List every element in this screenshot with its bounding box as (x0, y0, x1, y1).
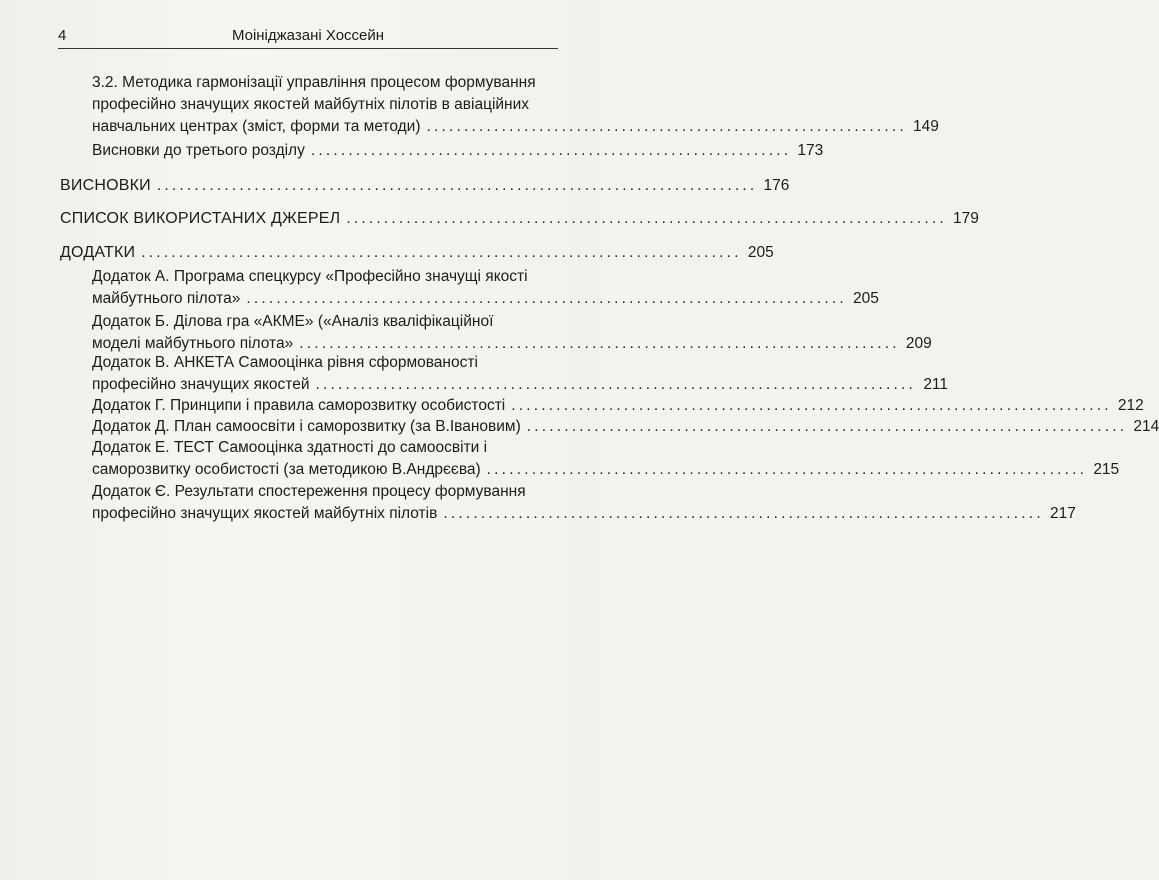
toc-page-number: 149 (913, 118, 939, 135)
toc-entry-text: професійно значущих якостей майбутніх пілотів (92, 505, 438, 522)
toc-entry-text: професійно значущих якостей (92, 376, 310, 393)
running-header (58, 24, 558, 49)
toc-page-number: 214 (1133, 418, 1159, 435)
leader-dots: ................................................................ (310, 142, 792, 159)
toc-entry-text: майбутнього пілота» (92, 290, 241, 307)
toc-page-number: 211 (923, 376, 949, 393)
header-author: Моініджазані Хоссейн (231, 27, 385, 44)
toc-entry-text: Додаток Є. Результати спостереження процесу формування (92, 483, 526, 500)
leader-dots: ................................................................ (426, 118, 907, 135)
toc-entry-appendix-g[interactable] (92, 395, 1144, 417)
toc-entry-text: моделі майбутнього пілота» (92, 335, 294, 352)
toc-page-number: 217 (1049, 505, 1076, 522)
leader-dots: ................................................................................ (141, 244, 742, 261)
leader-dots: ................................................................................ (246, 290, 847, 307)
leader-dots: ................................................................................ (315, 376, 917, 393)
toc-entry-appendices[interactable] (60, 242, 774, 264)
leader-dots: ................................................................................ (443, 505, 1044, 522)
leader-dots: ................................................................................ (486, 461, 1088, 478)
toc-entry-text: Висновки до третього розділу (92, 142, 305, 159)
toc-entry-conclusions[interactable] (60, 175, 790, 197)
toc-entry-text: навчальних центрах (зміст, форми та методи) (92, 118, 421, 135)
leader-dots: ................................................................................ (299, 335, 900, 352)
toc-page-number: 209 (905, 335, 932, 352)
toc-entry-text: 3.2. Методика гармонізації управління процесом формування (92, 74, 536, 91)
leader-dots: ................................................................................ (511, 397, 1112, 414)
toc-entry-text: Додаток В. АНКЕТА Самооцінка рівня сформованості (92, 354, 478, 371)
toc-entry-appendix-d[interactable] (92, 416, 1159, 438)
toc-page-number: 179 (952, 210, 979, 227)
toc-entry-appendix-ye[interactable] (92, 481, 1076, 525)
toc-entry-appendix-v[interactable] (92, 352, 949, 396)
toc-entry-text: ДОДАТКИ (60, 244, 136, 261)
toc-entry-text: Додаток Д. План самоосвіти і саморозвитку (за В.Івановим) (92, 418, 521, 435)
toc-page-number: 205 (747, 244, 774, 261)
leader-dots: ................................................................................ (346, 210, 947, 227)
toc-entry-text: СПИСОК ВИКОРИСТАНИХ ДЖЕРЕЛ (60, 210, 341, 227)
toc-entry-appendix-b[interactable] (92, 311, 932, 355)
toc-page-number: 215 (1093, 461, 1120, 478)
toc-entry-text: Додаток Б. Ділова гра «АКМЕ» («Аналіз кваліфікаційної (92, 313, 494, 330)
toc-entry-text: професійно значущих якостей майбутніх пілотів в авіаційних (92, 96, 530, 113)
toc-entry-references[interactable] (60, 208, 979, 230)
leader-dots: ................................................................................ (526, 418, 1128, 435)
toc-entry-3-2[interactable] (92, 72, 939, 138)
toc-entry-text: Додаток Е. ТЕСТ Самооцінка здатності до самоосвіти і (92, 439, 488, 456)
toc-page-number: 212 (1117, 397, 1144, 414)
toc-page-number: 173 (797, 142, 824, 159)
toc-entry-text: саморозвитку особистості (за методикою В.Андрєєва) (92, 461, 481, 478)
leader-dots: ................................................................................ (156, 177, 758, 194)
toc-page-number: 176 (763, 177, 790, 194)
toc-entry-chapter-3-conclusions[interactable] (92, 140, 824, 162)
toc-entry-text: Додаток Г. Принципи і правила саморозвитку особистості (92, 397, 506, 414)
toc-entry-text: ВИСНОВКИ (60, 177, 151, 194)
toc-entry-text: Додаток А. Програма спецкурсу «Професійно значущі якості (92, 268, 528, 285)
toc-entry-appendix-a[interactable] (92, 266, 879, 310)
toc-entry-appendix-e[interactable] (92, 437, 1120, 481)
toc-page-number: 205 (852, 290, 879, 307)
page-number: 4 (58, 27, 67, 44)
